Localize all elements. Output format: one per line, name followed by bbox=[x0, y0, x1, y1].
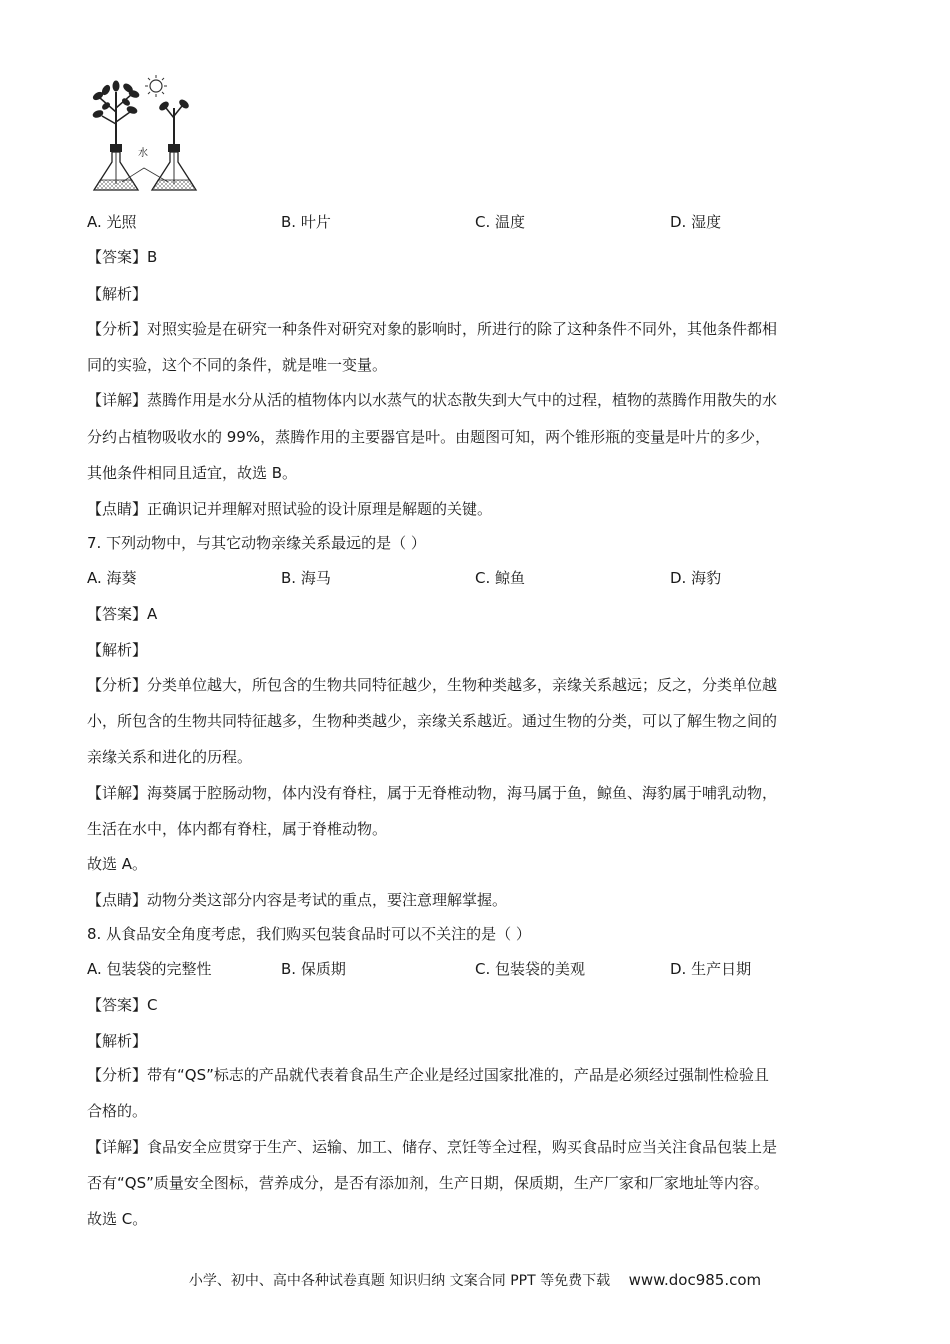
q8-option-c: C. 包装袋的美观 bbox=[475, 960, 586, 978]
q7-detail-line: 故选 A。 bbox=[87, 855, 148, 873]
q6-analysis-line: 同的实验，这个不同的条件，就是唯一变量。 bbox=[87, 356, 388, 374]
q8-analysis-line: 【分析】带有“QS”标志的产品就代表着食品生产企业是经过国家批准的，产品是必须经过强制性检验且 bbox=[87, 1066, 769, 1084]
q8-detail-line: 故选 C。 bbox=[87, 1210, 148, 1228]
q7-option-d: D. 海豹 bbox=[670, 569, 722, 587]
q7-analysis-line: 【分析】分类单位越大，所包含的生物共同特征越少，生物种类越多，亲缘关系越远；反之，分类单位越 bbox=[87, 676, 778, 694]
q8-stem: 8. 从食品安全角度考虑，我们购买包装食品时可以不关注的是（ ） bbox=[87, 925, 531, 943]
q6-detail-line: 【详解】蒸腾作用是水分从活的植物体内以水蒸气的状态散失到大气中的过程，植物的蒸腾作用散失的水 bbox=[87, 391, 778, 409]
q6-answer: 【答案】B bbox=[87, 248, 158, 266]
q6-option-c: C. 温度 bbox=[475, 213, 526, 231]
q8-analysis-line: 合格的。 bbox=[87, 1102, 148, 1120]
q7-option-b: B. 海马 bbox=[281, 569, 331, 587]
experiment-figure bbox=[86, 72, 206, 196]
leafy-plant bbox=[92, 81, 140, 150]
footer-text: 小学、初中、高中各种试卷真题 知识归纳 文案合同 PPT 等免费下载 bbox=[188, 1273, 611, 1289]
q6-option-d: D. 湿度 bbox=[670, 213, 722, 231]
sun-icon bbox=[145, 75, 167, 97]
q6-detail-line: 分约占植物吸收水的 99%，蒸腾作用的主要器官是叶。由题图可知，两个锥形瓶的变量是叶片的多少， bbox=[87, 428, 771, 446]
q7-detail-line: 生活在水中，体内都有脊柱，属于脊椎动物。 bbox=[87, 820, 388, 838]
q8-detail-line: 否有“QS”质量安全图标，营养成分，是否有添加剂，生产日期，保质期，生产厂家和厂家地址等内容。 bbox=[87, 1174, 769, 1192]
q8-option-a: A. 包装袋的完整性 bbox=[87, 960, 212, 978]
q6-analysis-line: 【分析】对照实验是在研究一种条件对研究对象的影响时，所进行的除了这种条件不同外，其他条件都相 bbox=[87, 320, 778, 338]
water-label: 水 bbox=[138, 148, 148, 159]
few-leaf-plant bbox=[158, 98, 190, 150]
q7-analysis-line: 亲缘关系和进化的历程。 bbox=[87, 748, 253, 766]
page-footer bbox=[0, 1270, 950, 1290]
q7-answer: 【答案】A bbox=[87, 605, 158, 623]
q7-stem: 7. 下列动物中，与其它动物亲缘关系最远的是（ ） bbox=[87, 534, 426, 552]
q7-option-a: A. 海葵 bbox=[87, 569, 137, 587]
q8-answer: 【答案】C bbox=[87, 996, 158, 1014]
q8-jiexi-heading: 【解析】 bbox=[87, 1032, 148, 1050]
footer-url-link[interactable]: www.doc985.com bbox=[628, 1271, 762, 1289]
q7-detail-line: 【详解】海葵属于腔肠动物，体内没有脊柱，属于无脊椎动物，海马属于鱼，鲸鱼、海豹属于哺乳动物， bbox=[87, 784, 778, 802]
q7-analysis-line: 小，所包含的生物共同特征越多，生物种类越少，亲缘关系越近。通过生物的分类，可以了解生物之间的 bbox=[87, 712, 778, 730]
q8-option-d: D. 生产日期 bbox=[670, 960, 752, 978]
q6-option-a: A. 光照 bbox=[87, 213, 137, 231]
q6-comment: 【点睛】正确识记并理解对照试验的设计原理是解题的关键。 bbox=[87, 500, 493, 518]
q8-detail-line: 【详解】食品安全应贯穿于生产、运输、加工、储存、烹饪等全过程，购买食品时应当关注食品包装上是 bbox=[87, 1138, 778, 1156]
q7-option-c: C. 鲸鱼 bbox=[475, 569, 526, 587]
q8-option-b: B. 保质期 bbox=[281, 960, 346, 978]
q7-comment: 【点睛】动物分类这部分内容是考试的重点，要注意理解掌握。 bbox=[87, 891, 508, 909]
q6-detail-line: 其他条件相同且适宜，故选 B。 bbox=[87, 464, 298, 482]
q7-jiexi-heading: 【解析】 bbox=[87, 641, 148, 659]
q6-jiexi-heading: 【解析】 bbox=[87, 285, 148, 303]
q6-option-b: B. 叶片 bbox=[281, 213, 331, 231]
